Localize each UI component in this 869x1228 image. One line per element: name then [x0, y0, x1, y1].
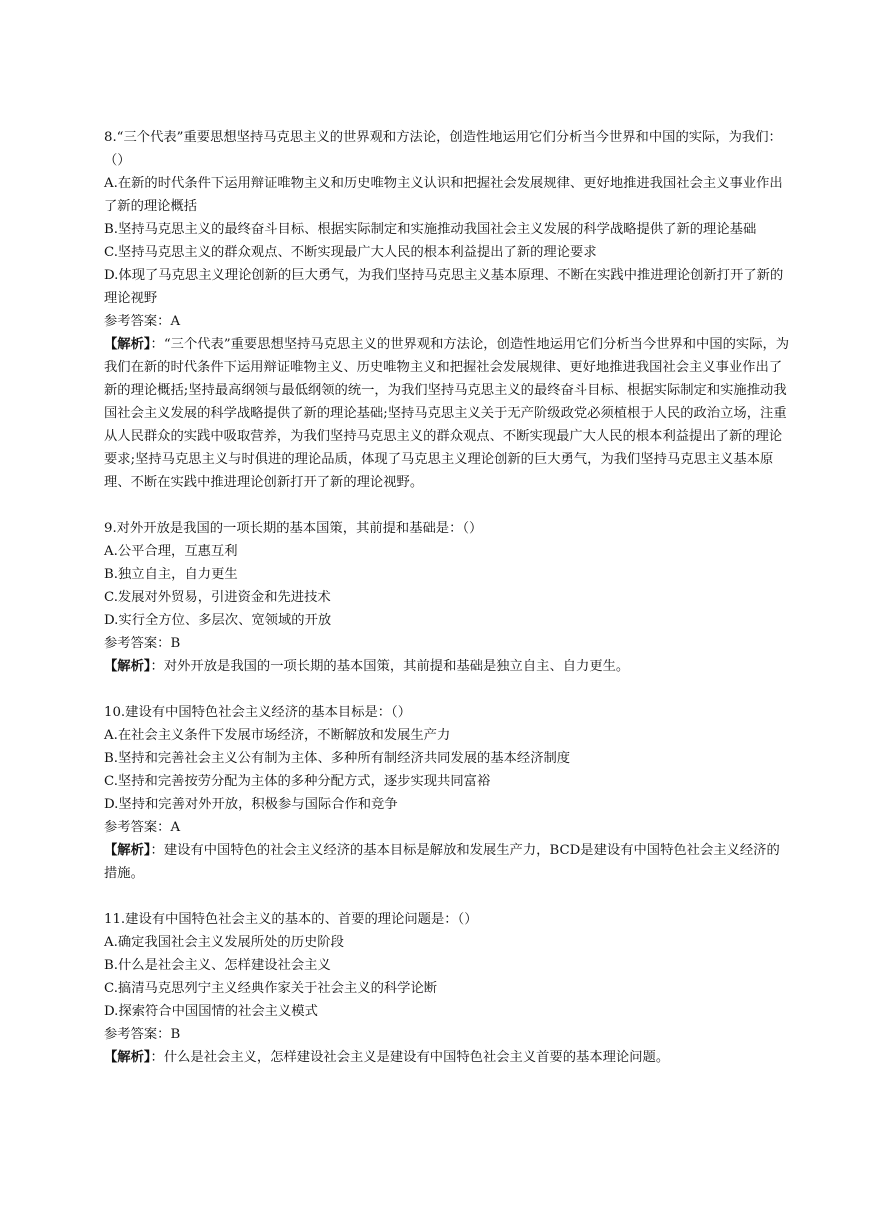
option-a: A.公平合理，互惠互利	[104, 544, 238, 559]
analysis-label: 【解析】	[104, 843, 151, 858]
option-b: B.什么是社会主义、怎样建设社会主义	[104, 958, 331, 973]
analysis	[104, 655, 792, 678]
reference-answer: 参考答案：B	[104, 636, 181, 651]
analysis	[104, 1046, 792, 1069]
reference-answer: 参考答案：A	[104, 314, 181, 329]
option-d: D.探索符合中国国情的社会主义模式	[104, 1004, 318, 1019]
analysis	[104, 333, 792, 494]
option-d: D.体现了马克思主义理论创新的巨大勇气，为我们坚持马克思主义基本原理、不断在实践中推进理论创新打开了新的理论视野	[104, 268, 784, 306]
question-8	[104, 126, 792, 494]
analysis-label: 【解析】	[104, 337, 151, 352]
option-c: C.坚持和完善按劳分配为主体的多种分配方式，逐步实现共同富裕	[104, 774, 491, 789]
option-a: A.确定我国社会主义发展所处的历史阶段	[104, 935, 344, 950]
option-d: D.实行全方位、多层次、宽领域的开放	[104, 613, 332, 628]
option-c: C.搞清马克思列宁主义经典作家关于社会主义的科学论断	[104, 981, 438, 996]
option-c: C.坚持马克思主义的群众观点、不断实现最广大人民的根本利益提出了新的理论要求	[104, 245, 597, 260]
question-stem: 8.“三个代表”重要思想坚持马克思主义的世界观和方法论，创造性地运用它们分析当今世界和中国的实际，为我们：（）	[104, 130, 782, 168]
analysis-text: ：对外开放是我国的一项长期的基本国策，其前提和基础是独立自主、自力更生。	[150, 659, 630, 674]
question-stem: 9.对外开放是我国的一项长期的基本国策，其前提和基础是：（）	[104, 521, 483, 536]
analysis	[104, 839, 792, 885]
option-a: A.在新的时代条件下运用辩证唯物主义和历史唯物主义认识和把握社会发展规律、更好地推进我国社会主义事业作出了新的理论概括	[104, 176, 783, 214]
option-d: D.坚持和完善对外开放，积极参与国际合作和竞争	[104, 797, 398, 812]
document-content	[104, 126, 792, 1069]
reference-answer: 参考答案：B	[104, 1027, 181, 1042]
question-11	[104, 908, 792, 1069]
question-10	[104, 701, 792, 885]
analysis-text: ：什么是社会主义，怎样建设社会主义是建设有中国特色社会主义首要的基本理论问题。	[150, 1050, 670, 1065]
question-9	[104, 517, 792, 678]
question-stem: 11.建设有中国特色社会主义的基本的、首要的理论问题是：（）	[104, 912, 478, 927]
option-b: B.坚持马克思主义的最终奋斗目标、根据实际制定和实施推动我国社会主义发展的科学战略提供了新的理论基础	[104, 222, 757, 237]
option-c: C.发展对外贸易，引进资金和先进技术	[104, 590, 331, 605]
reference-answer: 参考答案：A	[104, 820, 181, 835]
option-b: B.坚持和完善社会主义公有制为主体、多种所有制经济共同发展的基本经济制度	[104, 751, 571, 766]
analysis-text: ：建设有中国特色的社会主义经济的基本目标是解放和发展生产力，BCD是建设有中国特色社会主义经济的措施。	[104, 843, 780, 881]
question-stem: 10.建设有中国特色社会主义经济的基本目标是：（）	[104, 705, 412, 720]
option-a: A.在社会主义条件下发展市场经济，不断解放和发展生产力	[104, 728, 451, 743]
option-b: B.独立自主，自力更生	[104, 567, 238, 582]
analysis-label: 【解析】	[104, 1050, 151, 1065]
analysis-label: 【解析】	[104, 659, 151, 674]
analysis-text: ：“三个代表”重要思想坚持马克思主义的世界观和方法论，创造性地运用它们分析当今世界和中国的实际，为我们在新的时代条件下运用辩证唯物主义、历史唯物主义和把握社会发展规律、更好地推进我国社会主义事业作出了新的理论概括;坚持最高纲领与最低纲领的统一，为我们坚持马克思主义的最终奋斗目标、根据实际制定和实施推动我国社会主义发展的科学战略提供了新的理论基础;坚持马克思主义关于无产阶级政党必须植根于人民的政治立场，注重从人民群众的实践中吸取营养，为我们坚持马克思主义的群众观点、不断实现最广大人民的根本利益提出了新的理论要求;坚持马克思主义与时俱进的理论品质，体现了马克思主义理论创新的巨大勇气，为我们坚持马克思主义基本原理、不断在实践中推进理论创新打开了新的理论视野。	[104, 337, 790, 490]
